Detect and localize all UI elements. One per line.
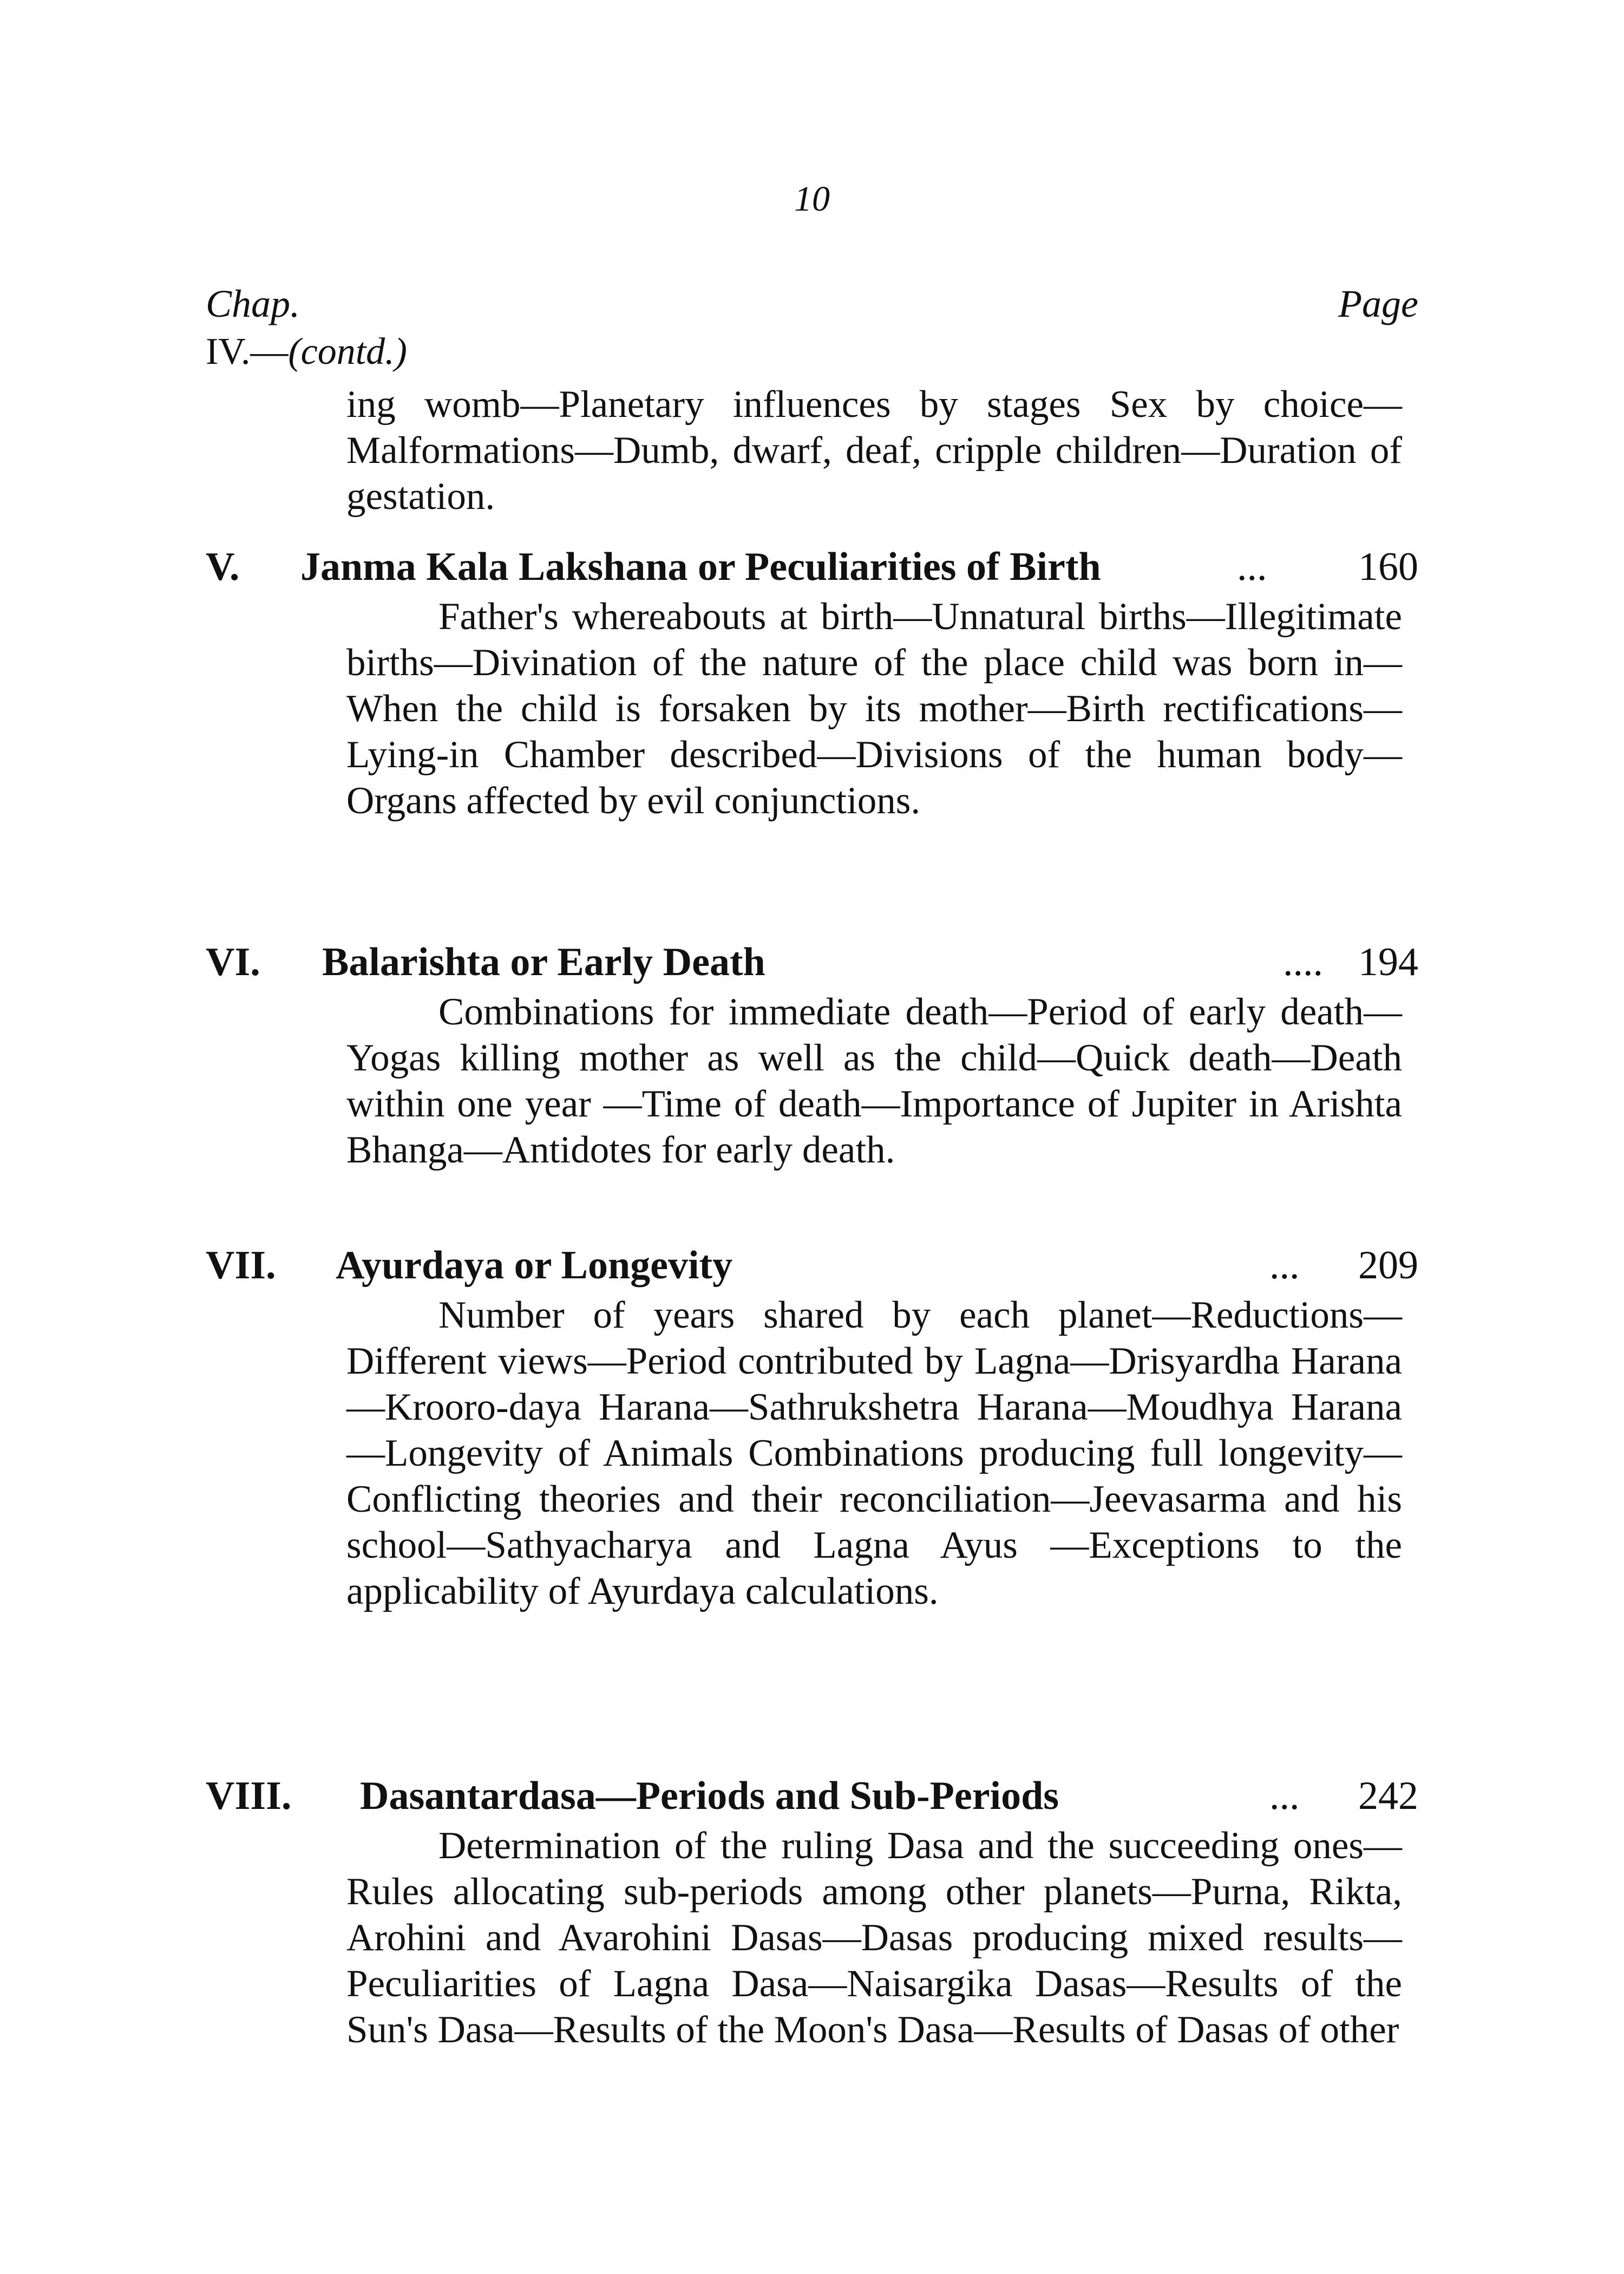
chapter-entry-vii [206, 1243, 1418, 1615]
chapter-title: Balarishta or Early Death [322, 940, 765, 984]
chapter-page: 160 [1358, 545, 1418, 589]
leader-dots: ... [1269, 1774, 1300, 1818]
chapter-roman: VII. [206, 1243, 276, 1288]
chapter-iv-description: ing womb—Planetary influences by stages Sex by choice—Malformations—Dumb, dwarf, deaf, cripple children—Duration of gestation. [346, 383, 1402, 518]
chapter-title: Dasantardasa—Periods and Sub-Periods [360, 1774, 1059, 1818]
chapter-roman: VIII. [206, 1774, 292, 1818]
chapter-title: Janma Kala Lakshana or Peculiarities of Birth [300, 545, 1101, 589]
chapter-iv-continuation-label [206, 330, 407, 374]
page-column-label: Page [1338, 282, 1418, 325]
chapter-entry-viii [206, 1773, 1418, 2053]
chapter-description: Combinations for immediate death—Period of early death—Yogas killing mother as well as the child—Quick death—Death within one year —Time of death—Importance of Jupiter in Arishta Bhanga—Antidotes for early death. [346, 991, 1402, 1171]
leader-dots: ... [1269, 1243, 1300, 1288]
chapter-heading [206, 1243, 1418, 1291]
chapter-page: 194 [1358, 940, 1418, 984]
chapter-description: Father's whereabouts at birth—Unnatural births—Illegitimate births—Divination of the nature of the place child was born in—When the child is forsaken by its mother—Birth rectifications—Lying-in Chamber described—Divisions of the human body—Organs affected by evil conjunctions. [346, 596, 1402, 822]
chapter-title: Ayurdaya or Longevity [336, 1243, 733, 1288]
chapter-entry-v [206, 544, 1418, 824]
chapter-heading [206, 939, 1418, 988]
chap-column-label: Chap. [206, 282, 300, 325]
column-header [206, 282, 1418, 330]
chapter-heading [206, 544, 1418, 593]
leader-dots: .... [1283, 940, 1323, 984]
chapter-description: Number of years shared by each planet—Reductions—Different views—Period contributed by Lagna—Drisyardha Harana—Krooro-daya Harana—Sathrukshetra Harana—Moudhya Harana—Longevity of Animals Combinations producing full longevity—Conflicting theories and their reconciliation—Jeevasarma and his school—Sathyacharya and Lagna Ayus —Exceptions to the applicability of Ayurdaya calculations. [346, 1294, 1402, 1612]
chapter-heading [206, 1773, 1418, 1822]
chapter-description: Determination of the ruling Dasa and the succeeding ones—Rules allocating sub-periods among other planets—Purna, Rikta, Arohini and Avarohini Dasas—Dasas producing mixed results—Peculiarities of Lagna Dasa—Naisargika Dasas—Results of the Sun's Dasa—Results of the Moon's Dasa—Results of Dasas of other [346, 1825, 1402, 2051]
chapter-page: 209 [1358, 1243, 1418, 1288]
page-number: 10 [794, 179, 830, 219]
chapter-iv-continuation [206, 382, 1418, 520]
chapter-roman: VI. [206, 940, 260, 984]
chapter-iv-roman: IV. [206, 331, 251, 373]
chapter-roman: V. [206, 545, 240, 589]
chapter-page: 242 [1358, 1774, 1418, 1818]
chapter-iv-dash: — [250, 331, 289, 373]
chapter-entry-vi [206, 939, 1418, 1173]
contd-label: (contd.) [288, 331, 407, 373]
leader-dots: ... [1237, 545, 1267, 589]
